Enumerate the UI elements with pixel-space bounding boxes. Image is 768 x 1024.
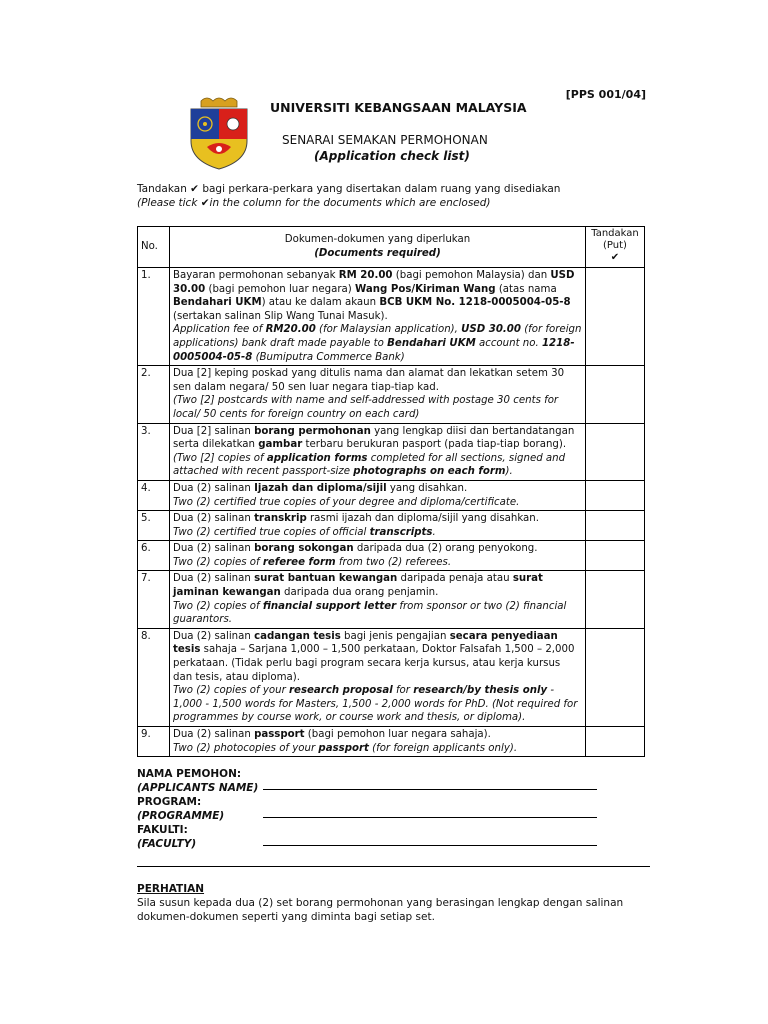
document-description [170, 366, 586, 423]
document-description-ms: Dua (2) salinan Ijazah dan diploma/sijil yang disahkan. [173, 482, 468, 494]
row-number: 6. [138, 541, 170, 571]
tick-header-sublabel: (Put) [603, 240, 627, 251]
row-number: 1. [138, 268, 170, 366]
university-crest-logo [187, 95, 251, 171]
tick-checkbox-cell[interactable] [586, 571, 645, 628]
tick-checkbox-cell[interactable] [586, 423, 645, 480]
document-description-en: Two (2) certified true copies of official transcripts. [173, 526, 436, 538]
column-header-documents [170, 227, 586, 268]
tick-checkbox-cell[interactable] [586, 628, 645, 726]
applicant-name-field[interactable] [263, 781, 597, 790]
table-row [138, 511, 645, 541]
row-number: 4. [138, 480, 170, 510]
document-description-ms: Dua (2) salinan cadangan tesis bagi jenis pengajian secara penyediaan tesis sahaja – Sarjana 1,000 – 1,500 perkataan, Doktor Falsafah 1,500 – 2,000 perkataan. (Tidak perlu bagi program secara kerja kursus, atau kerja kursus dan tesis, atau diploma). [173, 630, 575, 683]
document-description-en: Two (2) copies of your research proposal for research/by thesis only - 1,000 - 1,500 words for Masters, 1,500 - 2,000 words for PhD. (Not required for programmes by course work, or course work and thesis, or diploma). [173, 685, 578, 724]
column-header-documents-en: (Documents required) [314, 248, 441, 259]
table-row [138, 268, 645, 366]
instruction-english: (Please tick ✔in the column for the documents which are enclosed) [137, 197, 491, 209]
document-description-ms: Dua (2) salinan passport (bagi pemohon luar negara sahaja). [173, 729, 491, 740]
university-name: UNIVERSITI KEBANGSAAN MALAYSIA [270, 100, 527, 115]
document-description-en: Application fee of RM20.00 (for Malaysian application), USD 30.00 (for foreign applications) bank draft made payable to Bendahari UKM account no. 1218-0005004-05-8 (Bumiputra Commerce Bank) [173, 324, 582, 363]
document-description [170, 268, 586, 366]
table-header-row [138, 227, 645, 268]
document-description-en: (Two [2] postcards with name and self-addressed with postage 30 cents for local/ 50 cents for foreign country on each card) [173, 395, 559, 420]
programme-label: PROGRAM: [137, 796, 202, 808]
document-description-ms: Dua (2) salinan borang sokongan daripada dua (2) orang penyokong. [173, 543, 538, 555]
faculty-label-en: (FACULTY) [137, 838, 197, 850]
tick-checkbox-cell[interactable] [586, 511, 645, 541]
tick-checkbox-cell[interactable] [586, 727, 645, 757]
table-row [138, 571, 645, 628]
applicant-name-label-en: (APPLICANTS NAME) [137, 782, 259, 794]
row-number: 2. [138, 366, 170, 423]
document-description [170, 511, 586, 541]
table-row [138, 480, 645, 510]
notice-title: PERHATIAN [137, 883, 205, 895]
table-row [138, 628, 645, 726]
table-row [138, 541, 645, 571]
document-description-ms: Dua (2) salinan transkrip rasmi ijazah dan diploma/sijil yang disahkan. [173, 513, 539, 525]
document-description-en: Two (2) certified true copies of your degree and diploma/certificate. [173, 496, 520, 508]
column-header-tick [586, 227, 645, 268]
column-header-documents-ms: Dokumen-dokumen yang diperlukan [284, 234, 471, 246]
checkmark-icon: ✔ [610, 252, 620, 263]
table-row [138, 423, 645, 480]
tick-checkbox-cell[interactable] [586, 268, 645, 366]
tick-header-label: Tandakan [591, 228, 639, 239]
document-description [170, 727, 586, 757]
notice-section [137, 882, 637, 924]
document-description [170, 628, 586, 726]
document-description [170, 423, 586, 480]
row-number: 3. [138, 423, 170, 480]
faculty-label: FAKULTI: [137, 824, 188, 836]
table-row [138, 366, 645, 423]
document-description-en: (Two [2] copies of application forms completed for all sections, signed and attached with recent passport-size photographs on each form). [173, 452, 566, 478]
document-description-ms: Dua [2] salinan borang permohonan yang lengkap diisi dan bertandatangan serta dilekatkan gambar terbaru berukuran pasport (pada tiap-tiap borang). [173, 425, 575, 451]
tick-checkbox-cell[interactable] [586, 541, 645, 571]
document-title-english: (Application check list) [314, 149, 470, 163]
notice-text: Sila susun kepada dua (2) set borang permohonan yang berasingan lengkap dengan salinan dokumen-dokumen seperti yang diminta bagi setiap set. [137, 897, 624, 923]
applicant-form [137, 767, 597, 851]
document-description-en: Two (2) photocopies of your passport (for foreign applicants only). [173, 742, 518, 754]
programme-field[interactable] [263, 809, 597, 818]
divider [137, 866, 650, 867]
tick-checkbox-cell[interactable] [586, 366, 645, 423]
document-description-en: Two (2) copies of financial support letter from sponsor or two (2) financial guarantors. [173, 600, 567, 626]
document-description [170, 480, 586, 510]
reference-code: [PPS 001/04] [565, 88, 646, 101]
document-description [170, 571, 586, 628]
applicant-name-label: NAMA PEMOHON: [137, 768, 242, 780]
column-header-no: No. [138, 227, 170, 268]
row-number: 5. [138, 511, 170, 541]
table-row [138, 727, 645, 757]
document-description-en: Two (2) copies of referee form from two (2) referees. [173, 556, 452, 568]
document-description-ms: Dua (2) salinan surat bantuan kewangan daripada penaja atau surat jaminan kewangan daripada dua orang penjamin. [173, 573, 543, 599]
document-description-ms: Bayaran permohonan sebanyak RM 20.00 (bagi pemohon Malaysia) dan USD 30.00 (bagi pemohon luar negara) Wang Pos/Kiriman Wang (atas nama Bendahari UKM) atau ke dalam akaun BCB UKM No. 1218-0005004-05-8 (sertakan salinan Slip Wang Tunai Masuk). [173, 270, 575, 322]
document-description-ms: Dua [2] keping poskad yang ditulis nama dan alamat dan lekatkan setem 30 sen dalam negara/ 50 sen luar negara tiap-tiap kad. [173, 368, 565, 393]
instruction-malay: Tandakan ✔ bagi perkara-perkara yang disertakan dalam ruang yang disediakan [137, 183, 561, 195]
programme-label-en: (PROGRAMME) [137, 810, 225, 822]
tick-checkbox-cell[interactable] [586, 480, 645, 510]
faculty-field[interactable] [263, 837, 597, 846]
row-number: 7. [138, 571, 170, 628]
row-number: 8. [138, 628, 170, 726]
document-description [170, 541, 586, 571]
document-title: SENARAI SEMAKAN PERMOHONAN [282, 133, 488, 147]
row-number: 9. [138, 727, 170, 757]
checklist-table [137, 226, 645, 757]
